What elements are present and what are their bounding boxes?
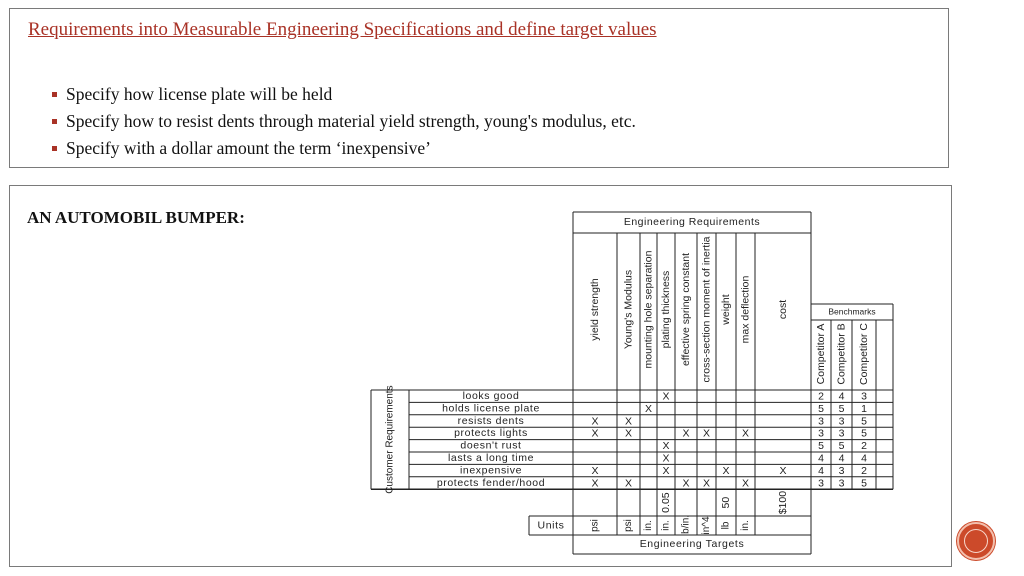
unit-value: in.: [643, 520, 655, 531]
benchmark-value: 1: [861, 402, 867, 415]
target-value: 50: [719, 496, 732, 509]
benchmark-value: 3: [861, 390, 867, 403]
relationship-mark: X: [591, 415, 599, 428]
customer-requirement-row: looks good: [462, 389, 520, 402]
competitor-header: Competitor C: [857, 323, 870, 385]
relationship-mark: X: [591, 477, 599, 490]
bullet-item: Specify how to resist dents through material yield strength, young's modulus, etc.: [50, 108, 636, 135]
unit-value: in.: [740, 520, 752, 531]
bullet-item: Specify with a dollar amount the term ‘inexpensive’: [50, 135, 636, 162]
benchmark-value: 2: [861, 440, 867, 453]
benchmark-value: 5: [861, 477, 867, 490]
unit-value: lb/in.: [680, 514, 692, 537]
er-column-header: weight: [719, 294, 732, 325]
customer-requirement-row: protects fender/hood: [436, 476, 546, 489]
relationship-mark: X: [722, 464, 730, 477]
benchmark-value: 3: [818, 427, 824, 440]
relationship-mark: X: [702, 477, 711, 490]
target-value: 0.05: [659, 492, 672, 513]
relationship-mark: X: [591, 427, 599, 440]
benchmark-value: 4: [861, 452, 867, 465]
relationship-mark: X: [702, 427, 711, 440]
relationship-mark: X: [682, 427, 690, 440]
er-column-header: Young's Modulus: [622, 269, 635, 350]
relationship-mark: X: [662, 452, 670, 465]
benchmark-value: 5: [818, 402, 824, 415]
relationship-mark: X: [644, 402, 653, 415]
unit-value: in^4: [701, 516, 713, 535]
benchmarks-label: Benchmarks: [828, 306, 876, 317]
benchmark-value: 5: [838, 402, 845, 415]
relationship-mark: X: [741, 427, 750, 440]
unit-value: in.: [660, 520, 672, 531]
engineering-requirements-label: Engineering Requirements: [623, 215, 761, 228]
customer-requirement-row: resists dents: [457, 414, 525, 427]
benchmark-value: 4: [838, 452, 845, 465]
unit-value: lb: [720, 521, 732, 530]
customer-requirement-row: inexpensive: [459, 464, 523, 477]
engineering-targets-label: Engineering Targets: [639, 537, 745, 550]
target-value: $100: [776, 490, 789, 515]
customer-requirement-row: lasts a long time: [447, 451, 535, 464]
customer-requirements-label: Customer Requirements: [384, 385, 396, 494]
er-column-header: max deflection: [739, 275, 752, 344]
customer-requirement-row: doesn't rust: [460, 439, 522, 452]
benchmark-value: 5: [838, 440, 845, 453]
logo-icon: [957, 522, 995, 560]
benchmark-value: 3: [838, 477, 845, 490]
unit-value: psi: [589, 519, 601, 532]
er-column-header: plating thickness: [659, 270, 672, 349]
relationship-mark: X: [591, 464, 599, 477]
relationship-mark: X: [624, 427, 633, 440]
bullet-item: Specify how license plate will be held: [50, 81, 636, 108]
benchmark-value: 2: [818, 390, 824, 403]
relationship-mark: X: [662, 440, 670, 453]
relationship-mark: X: [662, 390, 670, 403]
relationship-mark: X: [624, 477, 633, 490]
benchmark-value: 5: [861, 415, 867, 428]
benchmark-value: 4: [818, 464, 824, 477]
benchmark-value: 3: [838, 415, 845, 428]
er-column-header: effective spring constant: [679, 252, 692, 367]
relationship-mark: X: [624, 415, 633, 428]
customer-requirement-row: protects lights: [454, 427, 528, 440]
relationship-mark: X: [682, 477, 690, 490]
competitor-header: Competitor A: [814, 323, 827, 385]
er-column-header: yield strength: [588, 278, 601, 341]
relationship-mark: X: [741, 477, 750, 490]
relationship-mark: X: [662, 464, 670, 477]
customer-requirement-row: holds license plate: [442, 402, 540, 415]
relationship-mark: X: [779, 464, 787, 477]
bumper-heading: AN AUTOMOBIL BUMPER:: [27, 208, 245, 227]
benchmark-value: 4: [818, 452, 824, 465]
er-column-header: cross-section moment of inertia: [700, 236, 713, 383]
benchmark-value: 3: [838, 464, 845, 477]
units-label: Units: [537, 519, 565, 532]
benchmark-value: 3: [838, 427, 845, 440]
benchmark-value: 4: [838, 390, 845, 403]
benchmark-value: 3: [818, 415, 824, 428]
competitor-header: Competitor B: [835, 323, 848, 385]
unit-value: psi: [623, 519, 635, 532]
slide-title: Requirements into Measurable Engineering Specifications and define target values: [28, 19, 657, 40]
benchmark-value: 3: [818, 477, 824, 490]
benchmark-value: 5: [818, 440, 824, 453]
er-column-header: mounting hole separation: [642, 250, 655, 369]
benchmark-value: 5: [861, 427, 867, 440]
er-column-header: cost: [776, 299, 789, 320]
benchmark-value: 2: [861, 464, 867, 477]
